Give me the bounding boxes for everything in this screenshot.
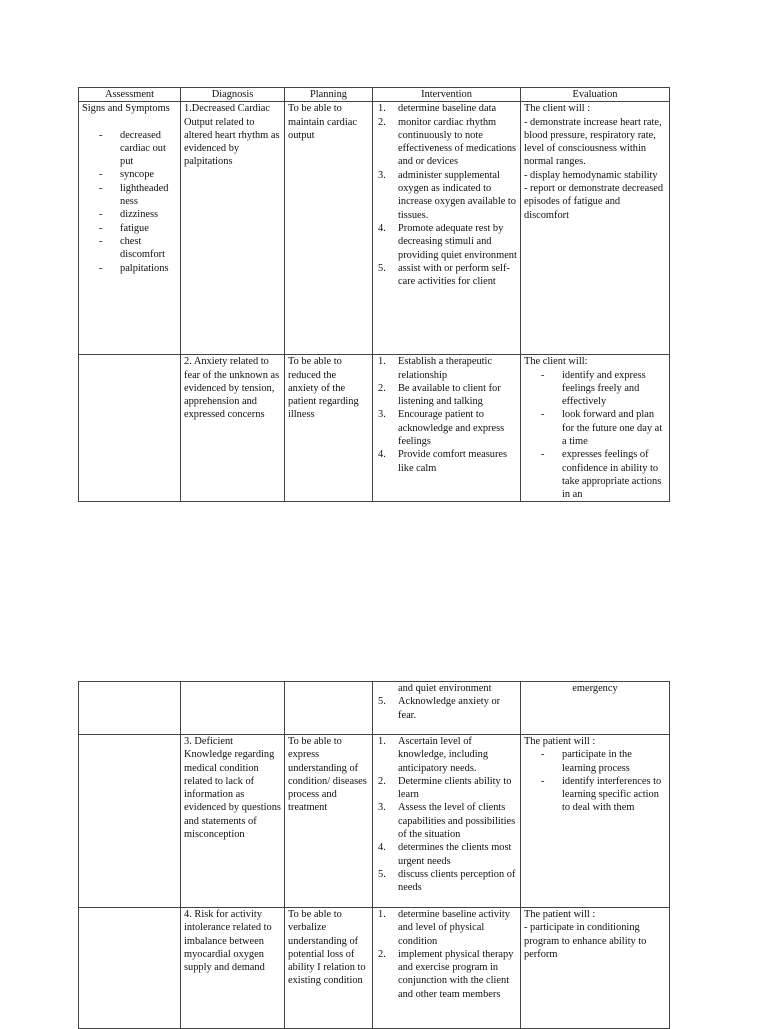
care-plan-table-page1 [78,87,670,502]
header-planning: Planning [285,88,373,102]
evaluation-cell [521,102,670,355]
evaluation-cell: emergency [521,682,670,735]
list-item: 4. Promote adequate rest by decreasing stimuli and providing quiet environment [378,222,517,261]
intervention-cell [373,102,521,355]
list-item: 1. determine baseline data [378,103,497,115]
table-header-row [79,88,670,102]
assessment-cell [79,355,181,502]
list-item: 2. Be available to client for listening and talking [378,382,501,408]
care-plan-table-page2 [78,681,670,1029]
list-item: - expresses feelings of confidence in ability to take appropriate actions in an [562,448,666,501]
evaluation-line: - participate in conditioning program to enhance ability to perform [524,922,647,960]
list-item: - fatigue [120,222,177,235]
list-item: 4. Provide comfort measures like calm [378,449,508,474]
planning-cell: To be able to verbalize understanding of potential loss of ability I relation to existing condition [285,908,373,1029]
intervention-list [376,102,517,288]
assessment-cell [79,102,181,355]
header-diagnosis: Diagnosis [181,88,285,102]
header-intervention: Intervention [373,88,521,102]
diagnosis-cell: 3. Deficient Knowledge regarding medical condition related to lack of information as evidenced by questions and statements of misconception [181,735,285,908]
evaluation-cell [521,908,670,1029]
diagnosis-cell: 1.Decreased Cardiac Output related to altered heart rhythm as evidenced by palpitations [181,102,285,355]
list-item: - look forward and plan for the future one day at a time [562,408,666,448]
diagnosis-cell [181,682,285,735]
evaluation-line: - display hemodynamic stability [524,169,658,181]
list-item: - dizziness [120,208,177,221]
intervention-cell [373,908,521,1029]
evaluation-intro: The patient will : [524,736,596,747]
list-item: 2. implement physical therapy and exercise program in conjunction with the client and other team members [378,948,514,1000]
table-row [79,355,670,502]
diagnosis-cell: 2. Anxiety related to fear of the unknown as evidenced by tension, apprehension and expressed concerns [181,355,285,502]
evaluation-intro: The client will: [524,356,588,368]
list-item: 1. Ascertain level of knowledge, including anticipatory needs. [378,736,489,774]
list-item: - lightheaded ness [120,182,177,209]
header-assessment: Assessment [79,88,181,102]
planning-cell: To be able to reduced the anxiety of the patient regarding illness [285,355,373,502]
list-item: - syncope [120,168,177,181]
intervention-list [376,682,517,722]
evaluation-cell [521,735,670,908]
list-item: 5. Acknowledge anxiety or fear. [378,696,501,721]
table-row [79,735,670,908]
list-item: - participate in the learning process [562,748,666,775]
planning-cell: To be able to maintain cardiac output [285,102,373,355]
list-item: 3. Assess the level of clients capabilities and possibilities of the situation [378,802,516,841]
list-item: 2. monitor cardiac rhythm continuously to note effectiveness of medications and or devices [378,116,517,168]
intervention-cell [373,682,521,735]
assessment-cell [79,908,181,1029]
evaluation-line: - demonstrate increase heart rate, blood pressure, respiratory rate, level of consciousness within normal ranges. [524,116,662,168]
table-row [79,682,670,735]
list-item: 2. Determine clients ability to learn [378,775,512,801]
list-item: 5. discuss clients perception of needs [378,868,516,894]
list-item: 3. Encourage patient to acknowledge and express feelings [378,409,505,448]
list-item: 5. assist with or perform self-care activities for client [378,262,510,288]
intervention-cell [373,355,521,502]
assessment-title: Signs and Symptoms [82,103,170,115]
evaluation-line: - report or demonstrate decreased episodes of fatigue and discomfort [524,183,664,221]
list-item: 1. Establish a therapeutic relationship [378,356,493,381]
list-item: 3. administer supplemental oxygen as indicated to increase oxygen available to tissues. [378,169,516,221]
evaluation-list [524,369,666,502]
evaluation-cell [521,355,670,502]
intervention-list [376,735,517,895]
table-row [79,908,670,1029]
list-item: - identify and express feelings freely and effectively [562,369,666,409]
table-row [79,102,670,355]
list-item: - palpitations [120,262,177,275]
list-item: - decreased cardiac out put [120,129,177,169]
intervention-list [376,355,517,475]
list-item: - identify interferences to learning specific action to deal with them [562,775,666,815]
list-item: 1. determine baseline activity and level of physical condition [378,909,510,947]
list-item: 4. determines the clients most urgent needs [378,842,512,867]
evaluation-intro: The client will : [524,103,591,115]
intervention-list [376,908,517,1001]
evaluation-list [524,748,666,814]
diagnosis-cell: 4. Risk for activity intolerance related to imbalance between myocardial oxygen supply and demand [181,908,285,1029]
planning-cell: To be able to express understanding of condition/ diseases process and treatment [285,735,373,908]
symptom-list [82,129,177,275]
assessment-cell [79,735,181,908]
assessment-cell [79,682,181,735]
intervention-cell [373,735,521,908]
planning-cell [285,682,373,735]
list-item: - chest discomfort [120,235,177,262]
list-item: and quiet environment [398,683,492,694]
header-evaluation: Evaluation [521,88,670,102]
evaluation-intro: The patient will : [524,909,596,920]
